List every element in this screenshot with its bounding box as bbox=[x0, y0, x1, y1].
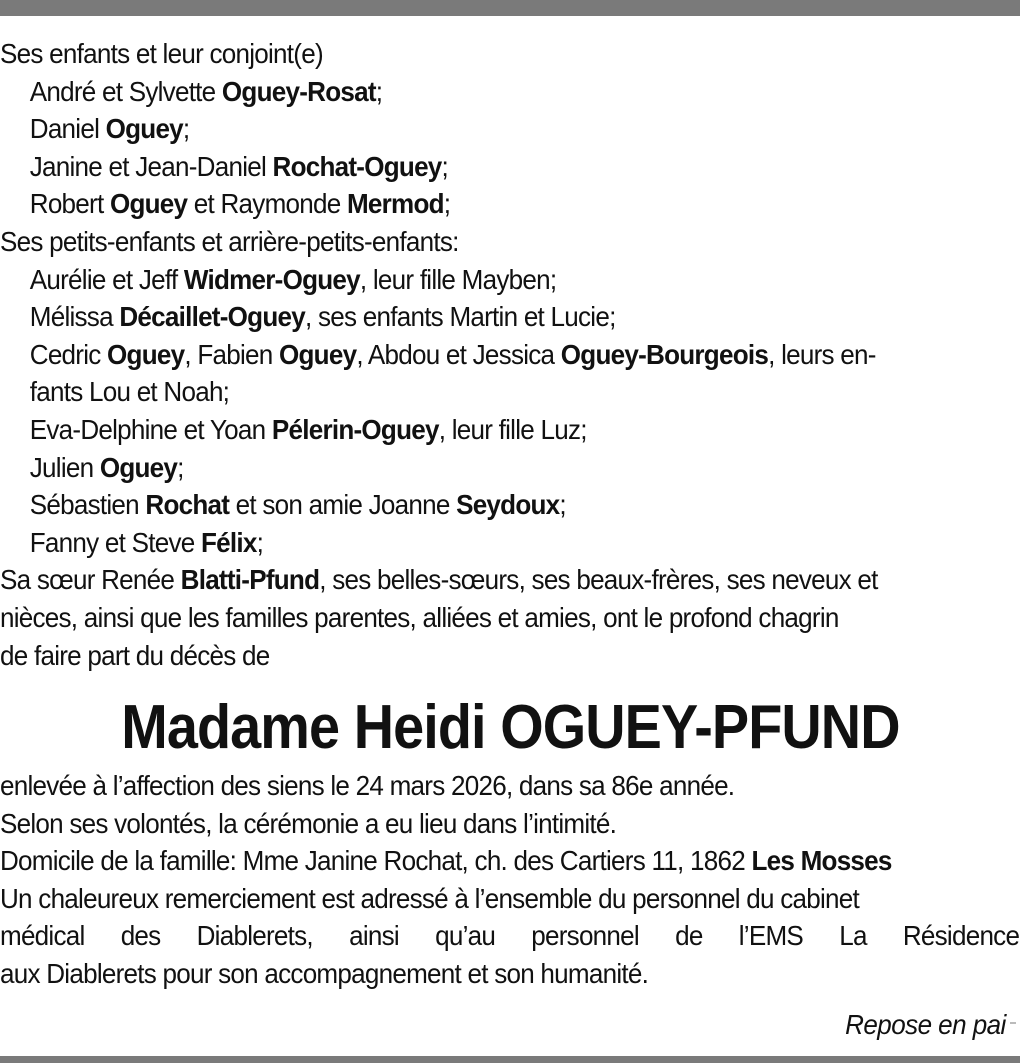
deceased-name: Madame Heidi OGUEY-PFUND bbox=[120, 693, 900, 762]
thanks-word: La bbox=[839, 920, 867, 952]
ceremony-line: Selon ses volontés, la cérémonie a eu lieu dans l’intimité. bbox=[0, 807, 617, 839]
family-announcement bbox=[0, 35, 1019, 674]
thanks-line-justified bbox=[0, 917, 1019, 955]
grandchild-line: Mélissa Décaillet-Oguey, ses enfants Martin et Lucie; bbox=[29, 301, 616, 333]
sister-line: Sa sœur Renée Blatti-Pfund, ses belles-sœurs, ses beaux-frères, ses neveux et bbox=[0, 564, 878, 596]
children-heading: Ses enfants et leur conjoint(e) bbox=[0, 38, 323, 69]
thanks-word: Diablerets, bbox=[196, 920, 313, 952]
bottom-rule bbox=[0, 1056, 1020, 1063]
grandchild-line: Cedric Oguey, Fabien Oguey, Abdou et Jessica Oguey-Bourgeois, leurs en- bbox=[29, 338, 876, 370]
grandchild-line: Aurélie et Jeff Widmer-Oguey, leur fille Mayben; bbox=[29, 263, 557, 295]
child-line: André et Sylvette Oguey-Rosat; bbox=[29, 75, 383, 107]
truncation-mark bbox=[1010, 1022, 1016, 1024]
closing-phrase: Repose en pai bbox=[845, 1009, 1006, 1040]
thanks-line: aux Diablerets pour son accompagnement et son humanité. bbox=[0, 957, 649, 989]
grandchild-line: Fanny et Steve Félix; bbox=[29, 526, 264, 558]
family-domicile-line: Domicile de la famille: Mme Janine Rochat, ch. des Cartiers 11, 1862 Les Mosses bbox=[0, 845, 892, 877]
thanks-word: ainsi bbox=[349, 920, 399, 952]
thanks-line: Un chaleureux remerciement est adressé à l’ensemble du personnel du cabinet bbox=[0, 882, 860, 914]
top-rule bbox=[0, 0, 1020, 16]
thanks-word: de bbox=[675, 920, 703, 952]
grandchildren-heading: Ses petits-enfants et arrière-petits-enfants: bbox=[0, 225, 459, 257]
child-line: Janine et Jean-Daniel Rochat-Oguey; bbox=[29, 150, 449, 182]
grandchild-line: Sébastien Rochat et son amie Joanne Seydoux; bbox=[29, 489, 566, 521]
thanks-word: personnel bbox=[531, 920, 639, 952]
grandchild-line-continuation: fants Lou et Noah; bbox=[29, 376, 230, 408]
thanks-word: médical bbox=[0, 920, 85, 952]
date-of-death-line: enlevée à l’affection des siens le 24 mars 2026, dans sa 86e année. bbox=[0, 770, 735, 801]
child-line: Robert Oguey et Raymonde Mermod; bbox=[29, 188, 451, 220]
grandchild-line: Eva-Delphine et Yoan Pélerin-Oguey, leur fille Luz; bbox=[29, 413, 587, 445]
thanks-word: l’EMS bbox=[738, 920, 804, 952]
thanks-word: qu’au bbox=[435, 920, 496, 952]
child-line: Daniel Oguey; bbox=[29, 113, 190, 145]
announcement-line: de faire part du décès de bbox=[0, 639, 270, 671]
relatives-line: nièces, ainsi que les familles parentes, alliées et amies, ont le profond chagrin bbox=[0, 601, 839, 633]
thanks-word: des bbox=[120, 920, 161, 952]
death-details bbox=[0, 767, 1019, 993]
thanks-word: Résidence bbox=[902, 920, 1020, 952]
grandchild-line: Julien Oguey; bbox=[29, 451, 184, 483]
